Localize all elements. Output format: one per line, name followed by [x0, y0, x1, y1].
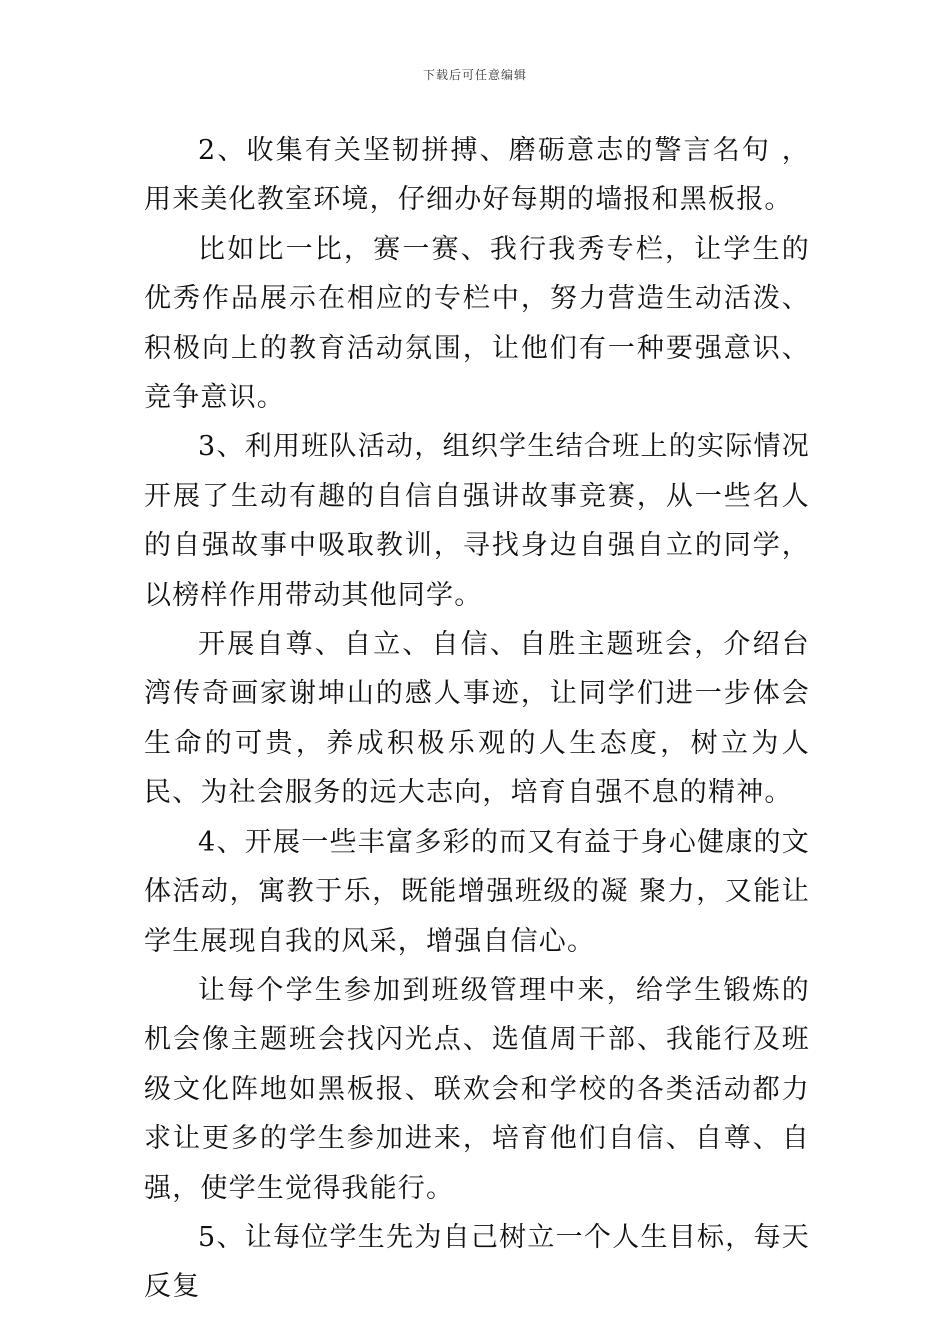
paragraph-1: 2、收集有关坚韧拼搏、磨砺意志的警言名句 ，用来美化教室环境，仔细办好每期的墙报和黑板报。 — [144, 135, 810, 216]
body-text — [144, 126, 810, 1312]
paragraph-5: 4、开展一些丰富多彩的而又有益于身心健康的文体活动，寓教于乐，既能增强班级的凝 聚力，又能让学生展现自我的风采，增强自信心。 — [144, 826, 810, 957]
paragraph-3: 3、利用班队活动，组织学生结合班上的实际情况开展了生动有趣的自信自强讲故事竞赛，从一些名人的自强故事中吸取教训，寻找身边自强自立的同学，以榜样作用带动其他同学。 — [144, 431, 810, 611]
paragraph-4: 开展自尊、自立、自信、自胜主题班会，介绍台湾传奇画家谢坤山的感人事迹，让同学们进一步体会生命的可贵，养成积极乐观的人生态度，树立为人民、为社会服务的远大志向，培育自强不息的精神。 — [144, 629, 810, 809]
paragraph-2: 比如比一比，赛一赛、我行我秀专栏，让学生的优秀作品展示在相应的专栏中，努力营造生动活泼、积极向上的教育活动氛围，让他们有一种要强意识、竞争意识。 — [144, 233, 810, 414]
paragraph-7: 5、让每位学生先为自己树立一个人生目标，每天反复 — [144, 1221, 810, 1303]
paragraph-6: 让每个学生参加到班级管理中来，给学生锻炼的机会像主题班会找闪光点、选值周干部、我能行及班级文化阵地如黑板报、联欢会和学校的各类活动都力求让更多的学生参加进来，培育他们自信、自尊、自强，使学生觉得我能行。 — [144, 974, 810, 1204]
header-note: 下载后可任意编辑 — [422, 68, 527, 82]
